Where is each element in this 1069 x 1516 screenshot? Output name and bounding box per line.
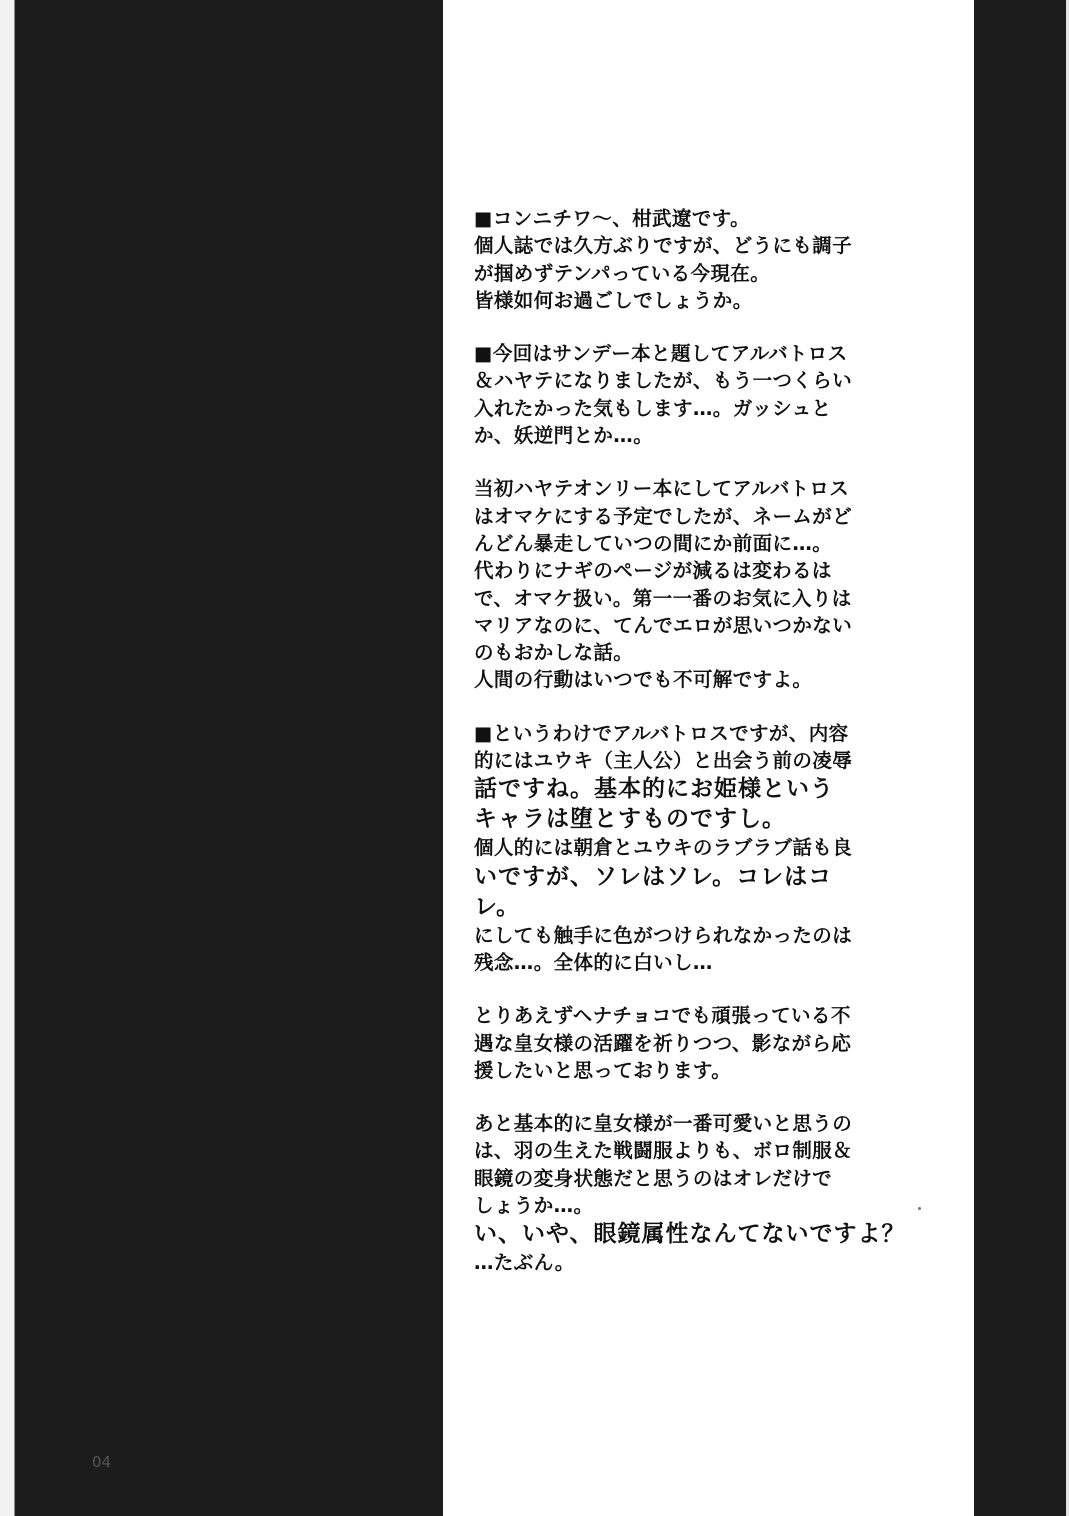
text-line: ■というわけでアルバトロスですが、内容 xyxy=(474,721,849,745)
text-line: 入れたかった気もします…。ガッシュと xyxy=(474,396,832,420)
text-line: 残念…。全体的に白いし… xyxy=(474,950,713,974)
text-line: マリアなのに、てんでエロが思いつかない xyxy=(474,613,853,637)
text-line: はオマケにする予定でしたが、ネームがど xyxy=(474,504,853,528)
text-line: とりあえずヘナチョコでも頑張っている不 xyxy=(474,1004,851,1028)
text-line: が掴めずテンパっている今現在。 xyxy=(474,261,771,285)
text-line: のもおかしな話。 xyxy=(474,641,634,665)
paragraph-greeting xyxy=(474,205,964,314)
paragraph-albatross xyxy=(474,720,964,976)
text-line: 個人誌では久方ぶりですが、どうにも調子 xyxy=(474,234,853,258)
text-line: 援したいと思っております。 xyxy=(474,1058,732,1082)
left-page-edge xyxy=(0,0,15,1516)
page-number: 04 xyxy=(92,1453,112,1471)
text-line: …たぶん。 xyxy=(474,1251,575,1275)
text-line: 当初ハヤテオンリー本にしてアルバトロス xyxy=(474,477,850,501)
text-line: 的にはユウキ（主人公）と出会う前の凌辱 xyxy=(474,749,853,773)
text-line: ＆ハヤテになりましたが、もう一つくらい xyxy=(474,369,853,393)
scan-speck xyxy=(918,1207,921,1210)
text-line: あと基本的に皇女様が一番可愛いと思うの xyxy=(474,1112,853,1136)
text-line: ■今回はサンデー本と題してアルバトロス xyxy=(474,342,848,366)
emphasis-line: キャラは堕とすものですし。 xyxy=(474,806,786,833)
emphasis-line: い、いや、眼鏡属性なんてないですよ？ xyxy=(474,1221,906,1248)
text-line: 遇な皇女様の活躍を祈りつつ、影ながら応 xyxy=(474,1031,852,1055)
paragraph-support xyxy=(474,1002,964,1084)
text-line: ■コンニチワ～、柑武遼です。 xyxy=(474,207,750,230)
text-line: にしても触手に色がつけられなかったのは xyxy=(474,923,853,947)
paragraph-glasses xyxy=(474,1110,964,1276)
left-black-margin xyxy=(0,0,443,1516)
emphasis-line: 話ですね。基本的にお姫様という xyxy=(474,776,834,803)
afterword-text xyxy=(474,205,964,1303)
emphasis-line: いですが、ソレはソレ。コレはコ xyxy=(474,863,833,890)
text-line: か、妖逆門とか…。 xyxy=(474,424,654,448)
text-line: 人間の行動はいつでも不可解ですよ。 xyxy=(474,668,813,692)
text-line: 皆様如何お過ごしでしょうか。 xyxy=(474,288,753,312)
paragraph-this-issue xyxy=(474,340,964,449)
text-line: で、オマケ扱い。第一一番のお気に入りは xyxy=(474,586,852,610)
text-line: は、羽の生えた戦闘服よりも、ボロ制服＆ xyxy=(474,1139,853,1163)
right-black-margin xyxy=(974,0,1069,1516)
paragraph-hayate xyxy=(474,475,964,693)
text-line: 眼鏡の変身状態だと思うのはオレだけで xyxy=(474,1166,833,1190)
text-line: 個人的には朝倉とユウキのラブラブ話も良 xyxy=(474,836,853,860)
emphasis-line: レ。 xyxy=(474,893,521,920)
text-line: んどん暴走していつの間にか前面に…。 xyxy=(474,531,833,555)
text-line: 代わりにナギのページが減るは変わるは xyxy=(474,559,832,583)
text-line: しょうか…。 xyxy=(474,1194,594,1218)
